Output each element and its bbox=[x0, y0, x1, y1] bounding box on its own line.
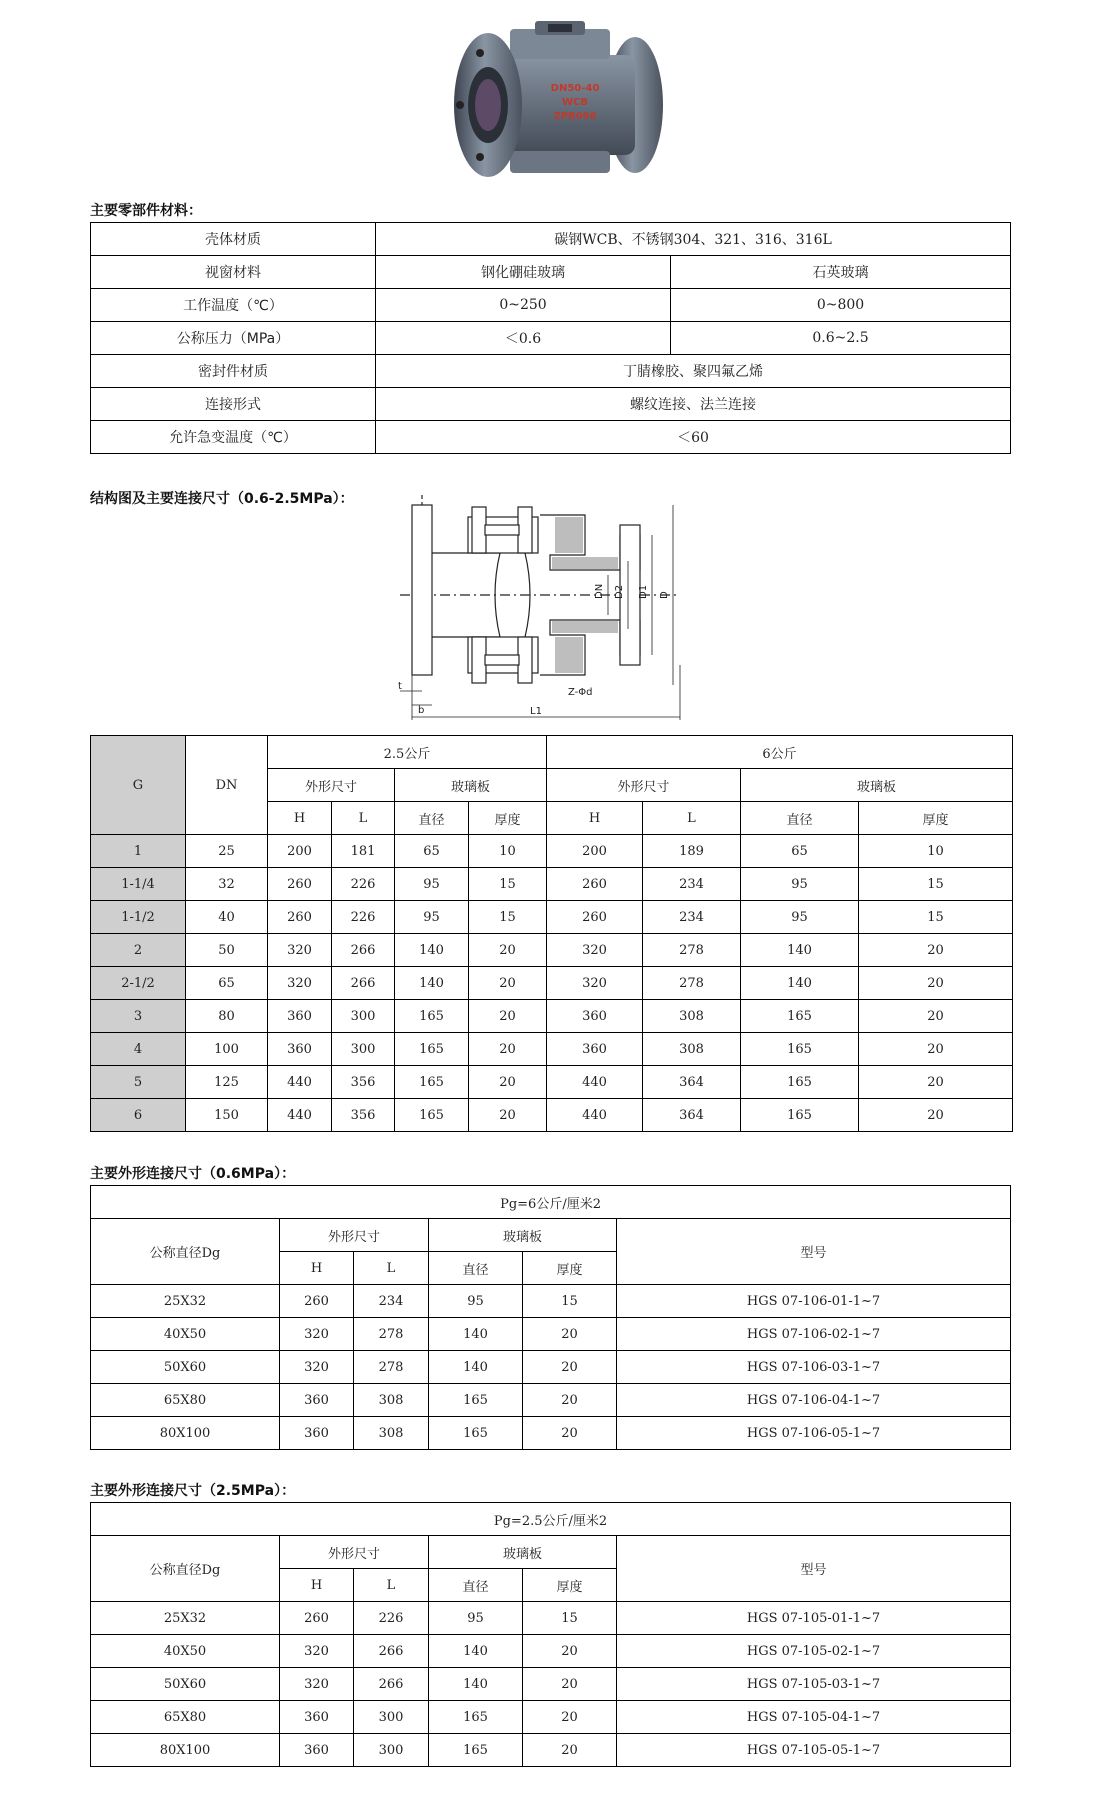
table-row bbox=[91, 1066, 1013, 1099]
table-cell: 100 bbox=[186, 1033, 268, 1066]
table-cell: 20 bbox=[469, 1099, 547, 1132]
conn25-table bbox=[90, 1502, 1011, 1767]
table-cell: 25 bbox=[186, 835, 268, 868]
table-cell: 25X32 bbox=[91, 1602, 280, 1635]
table-cell: 320 bbox=[280, 1635, 354, 1668]
materials-title: 主要零部件材料： bbox=[90, 203, 202, 219]
table-cell: 278 bbox=[354, 1351, 429, 1384]
table-cell: 20 bbox=[859, 934, 1013, 967]
table-cell: 189 bbox=[643, 835, 741, 868]
table-cell: 360 bbox=[280, 1384, 354, 1417]
table-cell: 140 bbox=[741, 934, 859, 967]
table-cell: 20 bbox=[859, 1066, 1013, 1099]
conn06-glass: 玻璃板 bbox=[429, 1219, 617, 1252]
conn25-diam: 直径 bbox=[429, 1569, 523, 1602]
conn06-title: 主要外形连接尺寸（0.6MPa）： bbox=[90, 1166, 296, 1182]
dim-bolt: Z-Φd bbox=[568, 687, 593, 698]
table-cell: 165 bbox=[741, 1033, 859, 1066]
header-g: G bbox=[91, 736, 186, 835]
table-cell: 165 bbox=[395, 1099, 469, 1132]
sight-glass-product-image bbox=[440, 15, 680, 190]
table-cell: 226 bbox=[354, 1602, 429, 1635]
conn25-outer: 外形尺寸 bbox=[280, 1536, 429, 1569]
header-dn: DN bbox=[186, 736, 268, 835]
conn06-header: Pg=6公斤/厘米2 bbox=[91, 1186, 1011, 1219]
table-cell: 15 bbox=[523, 1285, 617, 1318]
table-cell: 165 bbox=[429, 1701, 523, 1734]
table-cell: 300 bbox=[332, 1000, 395, 1033]
table-cell: 165 bbox=[395, 1000, 469, 1033]
table-cell: 20 bbox=[523, 1701, 617, 1734]
table-cell: HGS 07-105-04-1~7 bbox=[617, 1701, 1011, 1734]
table-cell: 165 bbox=[429, 1384, 523, 1417]
table-cell: 20 bbox=[859, 1000, 1013, 1033]
table-cell: 20 bbox=[859, 1099, 1013, 1132]
dim-l1: L1 bbox=[530, 706, 542, 717]
table-cell: 1-1/4 bbox=[91, 868, 186, 901]
pressure-label: 公称压力（MPa） bbox=[91, 322, 376, 355]
table-cell: 360 bbox=[547, 1033, 643, 1066]
table-cell: 360 bbox=[280, 1701, 354, 1734]
conn06-h: H bbox=[280, 1252, 354, 1285]
table-cell: 266 bbox=[354, 1635, 429, 1668]
table-cell: 440 bbox=[547, 1066, 643, 1099]
table-cell: 440 bbox=[547, 1099, 643, 1132]
dimensions-table bbox=[90, 735, 1013, 1132]
table-cell: HGS 07-105-03-1~7 bbox=[617, 1668, 1011, 1701]
table-cell: 32 bbox=[186, 868, 268, 901]
table-cell: 165 bbox=[429, 1417, 523, 1450]
conn25-glass: 玻璃板 bbox=[429, 1536, 617, 1569]
header-h-25: H bbox=[268, 802, 332, 835]
table-cell: 234 bbox=[643, 901, 741, 934]
header-thick-25: 厚度 bbox=[469, 802, 547, 835]
table-cell: 140 bbox=[429, 1351, 523, 1384]
window-b: 石英玻璃 bbox=[671, 256, 1011, 289]
table-cell: 360 bbox=[280, 1734, 354, 1767]
table-cell: 308 bbox=[643, 1000, 741, 1033]
table-cell: 15 bbox=[859, 901, 1013, 934]
table-row bbox=[91, 1384, 1011, 1417]
table-cell: 165 bbox=[395, 1066, 469, 1099]
structure-title: 结构图及主要连接尺寸（0.6-2.5MPa）： bbox=[90, 491, 354, 507]
table-cell: 165 bbox=[741, 1099, 859, 1132]
materials-table bbox=[90, 222, 1011, 454]
table-cell: 278 bbox=[354, 1318, 429, 1351]
conn25-thick: 厚度 bbox=[523, 1569, 617, 1602]
table-cell: 15 bbox=[859, 868, 1013, 901]
table-cell: 20 bbox=[469, 967, 547, 1000]
header-diam-25: 直径 bbox=[395, 802, 469, 835]
table-row bbox=[91, 1417, 1011, 1450]
table-cell: 266 bbox=[354, 1668, 429, 1701]
table-cell: 20 bbox=[859, 1033, 1013, 1066]
table-cell: 260 bbox=[547, 901, 643, 934]
table-row bbox=[91, 1099, 1013, 1132]
shock-value: ＜60 bbox=[376, 421, 1011, 454]
header-outer-6: 外形尺寸 bbox=[547, 769, 741, 802]
conn06-outer: 外形尺寸 bbox=[280, 1219, 429, 1252]
table-cell: 360 bbox=[547, 1000, 643, 1033]
table-cell: 234 bbox=[643, 868, 741, 901]
conn06-model: 型号 bbox=[617, 1219, 1011, 1285]
table-cell: 20 bbox=[523, 1351, 617, 1384]
header-l-25: L bbox=[332, 802, 395, 835]
table-cell: 40 bbox=[186, 901, 268, 934]
table-cell: 6 bbox=[91, 1099, 186, 1132]
conn06-diam: 直径 bbox=[429, 1252, 523, 1285]
table-row bbox=[91, 835, 1013, 868]
table-cell: HGS 07-105-01-1~7 bbox=[617, 1602, 1011, 1635]
header-h-6: H bbox=[547, 802, 643, 835]
marking-line-3: ZPB096 bbox=[553, 111, 597, 122]
dim-d2: D2 bbox=[614, 584, 625, 599]
table-cell: 440 bbox=[268, 1099, 332, 1132]
table-cell: 20 bbox=[469, 1033, 547, 1066]
table-cell: 165 bbox=[741, 1000, 859, 1033]
table-cell: 20 bbox=[523, 1384, 617, 1417]
table-cell: 308 bbox=[354, 1417, 429, 1450]
conn25-title: 主要外形连接尺寸（2.5MPa）： bbox=[90, 1483, 296, 1499]
table-cell: 5 bbox=[91, 1066, 186, 1099]
table-cell: 140 bbox=[429, 1635, 523, 1668]
table-cell: 65X80 bbox=[91, 1384, 280, 1417]
table-cell: HGS 07-105-02-1~7 bbox=[617, 1635, 1011, 1668]
table-cell: 308 bbox=[354, 1384, 429, 1417]
window-label: 视窗材料 bbox=[91, 256, 376, 289]
shock-label: 允许急变温度（℃） bbox=[91, 421, 376, 454]
table-cell: 2 bbox=[91, 934, 186, 967]
table-cell: 278 bbox=[643, 967, 741, 1000]
table-cell: 95 bbox=[395, 901, 469, 934]
table-cell: 95 bbox=[741, 901, 859, 934]
dim-t: t bbox=[398, 681, 402, 692]
header-p6: 6公斤 bbox=[547, 736, 1013, 769]
table-cell: 20 bbox=[523, 1417, 617, 1450]
table-cell: 95 bbox=[429, 1285, 523, 1318]
conn06-dg: 公称直径Dg bbox=[91, 1219, 280, 1285]
table-row bbox=[91, 967, 1013, 1000]
table-cell: 356 bbox=[332, 1099, 395, 1132]
header-diam-6: 直径 bbox=[741, 802, 859, 835]
dim-d1: D1 bbox=[638, 584, 649, 599]
header-p25: 2.5公斤 bbox=[268, 736, 547, 769]
table-cell: HGS 07-105-05-1~7 bbox=[617, 1734, 1011, 1767]
table-cell: 95 bbox=[429, 1602, 523, 1635]
table-row bbox=[91, 1503, 1011, 1536]
table-cell: 95 bbox=[741, 868, 859, 901]
table-row bbox=[91, 388, 1011, 421]
table-cell: 320 bbox=[280, 1668, 354, 1701]
conn25-l: L bbox=[354, 1569, 429, 1602]
table-cell: 125 bbox=[186, 1066, 268, 1099]
conn25-dg: 公称直径Dg bbox=[91, 1536, 280, 1602]
table-row bbox=[91, 1000, 1013, 1033]
table-cell: 320 bbox=[280, 1318, 354, 1351]
table-row bbox=[91, 223, 1011, 256]
header-glass-6: 玻璃板 bbox=[741, 769, 1013, 802]
table-cell: 40X50 bbox=[91, 1318, 280, 1351]
table-cell: 300 bbox=[354, 1734, 429, 1767]
table-cell: 15 bbox=[469, 868, 547, 901]
table-cell: 234 bbox=[354, 1285, 429, 1318]
table-row bbox=[91, 1285, 1011, 1318]
table-cell: 140 bbox=[395, 967, 469, 1000]
table-cell: HGS 07-106-04-1~7 bbox=[617, 1384, 1011, 1417]
pressure-a: ＜0.6 bbox=[376, 322, 671, 355]
table-cell: 20 bbox=[469, 1066, 547, 1099]
table-row bbox=[91, 868, 1013, 901]
table-cell: 364 bbox=[643, 1099, 741, 1132]
header-glass-25: 玻璃板 bbox=[395, 769, 547, 802]
table-cell: 50X60 bbox=[91, 1351, 280, 1384]
table-row bbox=[91, 1536, 1011, 1569]
table-cell: 20 bbox=[523, 1734, 617, 1767]
table-cell: 165 bbox=[741, 1066, 859, 1099]
structure-diagram bbox=[380, 495, 740, 720]
table-row bbox=[91, 1734, 1011, 1767]
table-cell: HGS 07-106-05-1~7 bbox=[617, 1417, 1011, 1450]
table-cell: 140 bbox=[395, 934, 469, 967]
table-cell: 226 bbox=[332, 868, 395, 901]
table-row bbox=[91, 1635, 1011, 1668]
table-cell: 226 bbox=[332, 901, 395, 934]
marking-line-1: DN50-40 bbox=[550, 83, 600, 94]
table-cell: 15 bbox=[523, 1602, 617, 1635]
seal-value: 丁腈橡胶、聚四氟乙烯 bbox=[376, 355, 1011, 388]
table-cell: 260 bbox=[547, 868, 643, 901]
table-cell: 360 bbox=[280, 1417, 354, 1450]
table-cell: 95 bbox=[395, 868, 469, 901]
table-row bbox=[91, 901, 1013, 934]
conn06-l: L bbox=[354, 1252, 429, 1285]
table-cell: 140 bbox=[429, 1668, 523, 1701]
table-cell: 320 bbox=[268, 934, 332, 967]
dim-d: D bbox=[659, 591, 670, 599]
table-cell: 3 bbox=[91, 1000, 186, 1033]
table-cell: 65 bbox=[186, 967, 268, 1000]
table-cell: 50 bbox=[186, 934, 268, 967]
dim-dn: DN bbox=[594, 583, 605, 599]
table-cell: 10 bbox=[859, 835, 1013, 868]
table-row bbox=[91, 1351, 1011, 1384]
table-row bbox=[91, 289, 1011, 322]
table-cell: 65 bbox=[395, 835, 469, 868]
table-cell: 165 bbox=[395, 1033, 469, 1066]
table-cell: 266 bbox=[332, 967, 395, 1000]
table-cell: 80X100 bbox=[91, 1734, 280, 1767]
table-row bbox=[91, 1219, 1011, 1252]
table-cell: 360 bbox=[268, 1033, 332, 1066]
table-row bbox=[91, 1318, 1011, 1351]
temp-a: 0~250 bbox=[376, 289, 671, 322]
temp-b: 0~800 bbox=[671, 289, 1011, 322]
table-cell: 1 bbox=[91, 835, 186, 868]
shell-label: 壳体材质 bbox=[91, 223, 376, 256]
table-cell: 20 bbox=[523, 1635, 617, 1668]
table-cell: 320 bbox=[268, 967, 332, 1000]
table-row bbox=[91, 322, 1011, 355]
conn06-thick: 厚度 bbox=[523, 1252, 617, 1285]
table-cell: 20 bbox=[523, 1318, 617, 1351]
table-cell: 150 bbox=[186, 1099, 268, 1132]
table-cell: HGS 07-106-01-1~7 bbox=[617, 1285, 1011, 1318]
table-cell: 260 bbox=[280, 1285, 354, 1318]
table-row bbox=[91, 1701, 1011, 1734]
table-cell: 266 bbox=[332, 934, 395, 967]
table-cell: 140 bbox=[429, 1318, 523, 1351]
table-cell: 25X32 bbox=[91, 1285, 280, 1318]
table-cell: 356 bbox=[332, 1066, 395, 1099]
table-cell: HGS 07-106-02-1~7 bbox=[617, 1318, 1011, 1351]
dim-b: b bbox=[418, 705, 425, 716]
table-cell: 80 bbox=[186, 1000, 268, 1033]
table-cell: 200 bbox=[547, 835, 643, 868]
table-cell: 20 bbox=[859, 967, 1013, 1000]
conn-label: 连接形式 bbox=[91, 388, 376, 421]
pressure-b: 0.6~2.5 bbox=[671, 322, 1011, 355]
table-cell: 260 bbox=[280, 1602, 354, 1635]
table-cell: 260 bbox=[268, 901, 332, 934]
table-row bbox=[91, 1602, 1011, 1635]
conn06-table bbox=[90, 1185, 1011, 1450]
table-cell: 440 bbox=[268, 1066, 332, 1099]
table-row bbox=[91, 421, 1011, 454]
header-thick-6: 厚度 bbox=[859, 802, 1013, 835]
table-cell: 20 bbox=[523, 1668, 617, 1701]
table-cell: 200 bbox=[268, 835, 332, 868]
table-cell: 140 bbox=[741, 967, 859, 1000]
table-row bbox=[91, 934, 1013, 967]
table-cell: 80X100 bbox=[91, 1417, 280, 1450]
header-l-6: L bbox=[643, 802, 741, 835]
shell-value: 碳钢WCB、不锈钢304、321、316、316L bbox=[376, 223, 1011, 256]
table-cell: 181 bbox=[332, 835, 395, 868]
table-cell: 2-1/2 bbox=[91, 967, 186, 1000]
table-row bbox=[91, 736, 1013, 769]
table-cell: 320 bbox=[547, 967, 643, 1000]
table-cell: 278 bbox=[643, 934, 741, 967]
table-cell: 364 bbox=[643, 1066, 741, 1099]
seal-label: 密封件材质 bbox=[91, 355, 376, 388]
table-cell: 308 bbox=[643, 1033, 741, 1066]
conn-value: 螺纹连接、法兰连接 bbox=[376, 388, 1011, 421]
window-a: 钢化硼硅玻璃 bbox=[376, 256, 671, 289]
table-cell: 65X80 bbox=[91, 1701, 280, 1734]
conn25-header: Pg=2.5公斤/厘米2 bbox=[91, 1503, 1011, 1536]
table-cell: 260 bbox=[268, 868, 332, 901]
table-cell: 50X60 bbox=[91, 1668, 280, 1701]
conn25-model: 型号 bbox=[617, 1536, 1011, 1602]
table-row bbox=[91, 256, 1011, 289]
table-cell: 65 bbox=[741, 835, 859, 868]
table-cell: 360 bbox=[268, 1000, 332, 1033]
header-outer-25: 外形尺寸 bbox=[268, 769, 395, 802]
table-cell: 320 bbox=[280, 1351, 354, 1384]
table-cell: 4 bbox=[91, 1033, 186, 1066]
table-row bbox=[91, 1186, 1011, 1219]
table-cell: 300 bbox=[332, 1033, 395, 1066]
table-cell: 20 bbox=[469, 934, 547, 967]
table-cell: 40X50 bbox=[91, 1635, 280, 1668]
table-cell: 15 bbox=[469, 901, 547, 934]
marking-line-2: WCB bbox=[562, 97, 588, 108]
table-cell: 20 bbox=[469, 1000, 547, 1033]
table-cell: 10 bbox=[469, 835, 547, 868]
table-row bbox=[91, 355, 1011, 388]
temp-label: 工作温度（℃） bbox=[91, 289, 376, 322]
table-cell: 300 bbox=[354, 1701, 429, 1734]
table-cell: HGS 07-106-03-1~7 bbox=[617, 1351, 1011, 1384]
table-row bbox=[91, 1668, 1011, 1701]
table-row bbox=[91, 1033, 1013, 1066]
table-cell: 320 bbox=[547, 934, 643, 967]
table-cell: 1-1/2 bbox=[91, 901, 186, 934]
conn25-h: H bbox=[280, 1569, 354, 1602]
table-cell: 165 bbox=[429, 1734, 523, 1767]
